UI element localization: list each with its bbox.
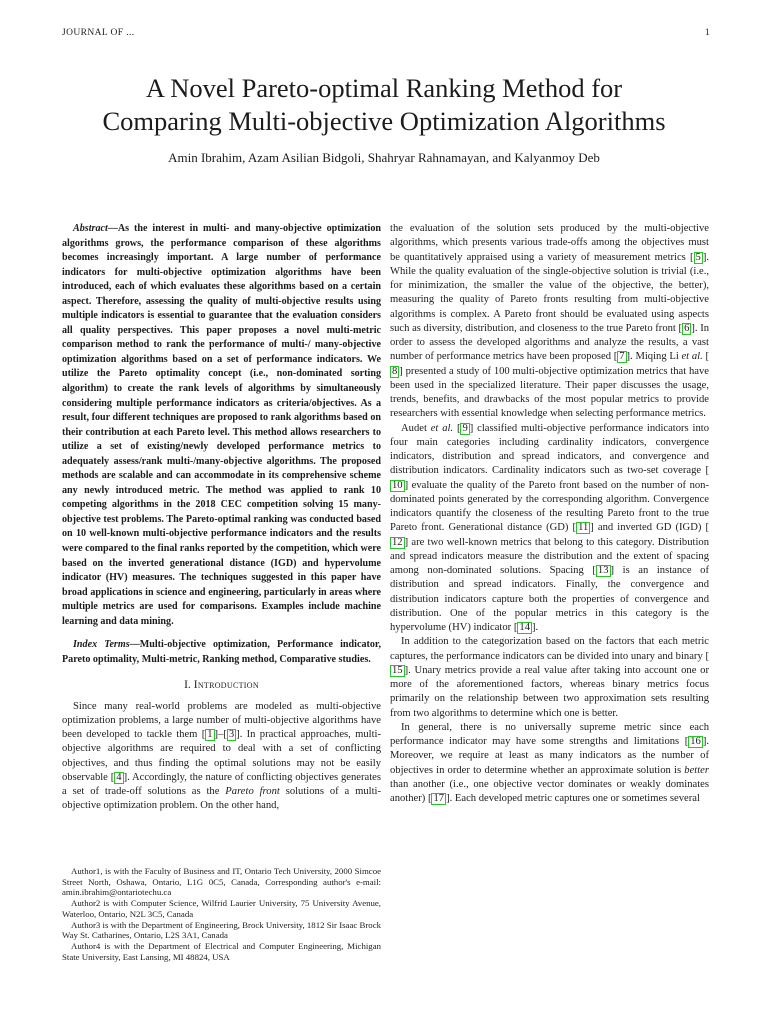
text-segment: Pareto front xyxy=(225,786,280,798)
citation-link[interactable]: 15 xyxy=(392,664,403,676)
text-segment xyxy=(453,423,457,434)
citation-link[interactable]: 3 xyxy=(228,729,235,741)
text-segment: . Each developed metric captures one or sometimes several xyxy=(449,793,700,804)
footnote-author2: Author2 is with Computer Science, Wilfrid Laurier University, 75 University Avenue, Waterloo, Ontario, N2L 3C5, Canada xyxy=(62,898,381,919)
citation-link[interactable]: 4 xyxy=(116,771,122,783)
text-segment: Abstract xyxy=(73,223,108,234)
title-line-1: A Novel Pareto-optimal Ranking Method for xyxy=(145,73,623,103)
footnote-author3: Author3 is with the Department of Engineering, Brock University, 1812 Sir Isaac Brock Way St. Catharines, Ontario, L2S 3A1, Canada xyxy=(62,919,381,941)
text-segment: . While the quality evaluation of the single-objective solution is trivial (i.e., for minimization, the smaller the value of the objective, the better), measuring the quality of Pareto fronts resulting from multi-objective algorithms is complex. A Pareto front should be evaluated using aspects such as diversity, distribution, and closeness to the true Pareto front xyxy=(390,251,709,334)
body-paragraph: In addition to the categorization based on the factors that each metric captures, the performance indicators can be divided into unary and binary [15 ]. Unary metrics provide a real value after taking into account one or more of the aforementioned factors, whereas binary metrics focus primarily on the relationship between two approximation sets resulting from two algorithms to determine which one is better. xyxy=(390,636,709,719)
citation-link[interactable]: 6 xyxy=(684,322,690,334)
text-segment: – xyxy=(218,729,224,741)
body-paragraph: Audet et al. [ 9 ] classified multi-objective performance indicators into four main categories including cardinality indicators, convergence indicators, distribution and spread indicators, and convergence and distribution indicators. Cardinality indicators such as two-set coverage [10 ] evaluate the quality of the Pareto front based on the number of non-dominated points generated by the corresponding algorithm. Convergence indicators quantify the closeness of the resulting Pareto front to the true Pareto front. Generational distance (GD) [ 11 ] and inverted GD (IGD) [12 ] are two well-known metrics that belong to this category. Distribution and spread indicators measure the distribution and the extent of spacing among non-dominated solutions. Spacing [ 13 ] is an instance of distribution and spread indicators. Finally, the convergence and distribution indicators capture both the properties of convergence and distribution. One of the popular metrics in this category is the hypervolume (HV) indicator [ 14 ]. xyxy=(390,422,709,633)
text-segment: than another (i.e., one objective vector dominates or weakly dominates another) xyxy=(390,778,709,804)
text-segment: Index Terms xyxy=(73,639,130,651)
citation-link[interactable]: 14 xyxy=(519,622,530,633)
text-segment: . Accordingly, the nature of conflicting objectives generates a set of trade-off solutions as the xyxy=(62,771,381,798)
citation-link[interactable]: 8 xyxy=(392,365,398,377)
text-segment: evaluate the quality of the Pareto front based on the number of non-dominated points generated by the corresponding algorithm. Convergence indicators quantify the closeness of the resulting Pareto front to the true Pareto front. Generational distance (GD) xyxy=(390,479,709,534)
abstract-paragraph xyxy=(62,222,381,629)
text-segment: et al. xyxy=(430,422,454,434)
footnote-author1: Author1, is with the Faculty of Business and IT, Ontario Tech University, 2000 Simcoe Street North, Oshawa, Ontario, L1G 0C5, Canada, Corresponding author's e-mail: amin.ibrahim@ontariotechu.ca xyxy=(62,866,381,898)
text-segment: classified multi-objective performance indicators into four main categories including cardinality indicators, convergence indicators, distribution and spread indicators, and convergence and distribution indicators. Cardinality indicators such as two-set coverage xyxy=(390,422,709,477)
journal-name: JOURNAL OF ... xyxy=(62,28,135,38)
page-number: 1 xyxy=(704,28,710,38)
intro-paragraph: Since many real-world problems are modeled as multi-objective optimization problems, a large number of multi-objective algorithms have been developed to tackle them [ 1 ]–[ 3 ]. In practical approaches, multi-objective algorithms are required to deal with a set of conflicting objectives, and thus finding the optimal solutions may not be easily observable [ 4 ]. Accordingly, the nature of conflicting objectives generates a set of trade-off solutions as the Pareto front solutions of a multi-objective optimization problem. On the other hand, xyxy=(62,700,381,812)
text-segment: . xyxy=(535,622,539,633)
text-segment xyxy=(703,351,706,362)
text-segment: are two well-known metrics that belong to this category. Distribution and spread indicators measure the distribution and the extent of spacing among non-dominated solutions. Spacing xyxy=(390,536,709,576)
text-segment: solutions of a multi-objective optimization problem. On the other hand, xyxy=(62,786,381,812)
text-segment: and inverted GD (IGD) xyxy=(593,522,706,534)
citation-link[interactable]: 11 xyxy=(578,522,589,534)
index-terms-paragraph xyxy=(62,638,381,667)
text-segment: In general, there is no universally supreme metric since each performance indicator may have some strengths and limitations xyxy=(390,721,709,747)
text-segment: et al. xyxy=(681,351,703,363)
body-paragraph: In general, there is no universally supreme metric since each performance indicator may have some strengths and limitations [ 16 ]. Moreover, we require at least as many indicators as the number of objectives in order to determine whether an approximate solution is better than another (i.e., one objective vector dominates or weakly dominates another) [ 17 ]. Each developed metric captures one or sometimes several xyxy=(390,721,709,804)
citation-link[interactable]: 16 xyxy=(690,736,701,747)
text-segment: . Unary metrics provide a real value after taking into account one or more of the aforementioned factors, whereas binary metrics focus primarily on the relationship between two approximation sets resulting from two algorithms to determine which one is better. xyxy=(390,664,709,719)
text-segment: . In order to assess the developed algorithms and analyze the results, a vast number of performance metrics have been proposed xyxy=(390,322,710,363)
text-segment: . Moreover, we require at least as many indicators as the number of objectives in order to determine whether an approximate solution is xyxy=(390,736,709,776)
text-segment: —Multi-objective optimization, Performance indicator, Pareto optimality, Multi-metric, Ranking method, Comparative studies. xyxy=(62,639,381,665)
citation-link[interactable]: 7 xyxy=(619,351,625,363)
footnote-author4: Author4 is with the Department of Electrical and Computer Engineering, Michigan State University, East Lansing, MI 48824, USA xyxy=(62,940,381,962)
text-segment: . Miqing Li xyxy=(630,351,682,363)
citation-link[interactable]: 5 xyxy=(695,251,701,263)
citation-link[interactable]: 1 xyxy=(207,729,213,741)
text-segment: Audet xyxy=(401,422,431,434)
citation-link[interactable]: 10 xyxy=(392,479,403,491)
right-column xyxy=(390,222,709,806)
text-segment: Since many real-world problems are modeled as multi-objective optimization problems, a large number of multi-objective algorithms have been developed to tackle them xyxy=(62,700,381,741)
title-line-2: Comparing Multi-objective Optimization Algorithms xyxy=(102,106,666,136)
citation-link[interactable]: 12 xyxy=(392,536,403,548)
section-number: I. xyxy=(184,679,191,692)
text-segment: presented a study of 100 multi-objective optimization metrics that have been used in the specialized literature. Their paper discusses the usage, trends, benefits, and drawbacks of the most popular metrics to provide researchers with essential knowledge when selecting performance metrics. xyxy=(390,365,709,420)
text-segment: —As the interest in multi- and many-objective optimization algorithms grows, the performance comparison of these algorithms becomes increasingly important. A large number of performance indicators for multi-objective optimization algorithms have been introduced, each of which evaluates these algorithms based on a certain aspect. Therefore, assessing the quality of multi-objective results using multiple indicators is essential to guarantee that the evaluation considers all quality perspectives. This paper proposes a novel multi-metric comparison method to rank the performance of multi-/ many-objective optimization algorithms based on a set of performance indicators. We utilize the Pareto optimality concept (i.e., non-dominated sorting algorithm) to create the rank levels of algorithms by simultaneously considering multiple performance indicators as criteria/objectives. As a result, four different techniques are proposed to rank algorithms based on their contribution at each Pareto level. This method allows researchers to utilize a set of existing/newly developed performance metrics to adequately assess/rank multi-/many-objective algorithms. The proposed methods are scalable and can accommodate in its comprehensive scheme any newly introduced metric. The method was applied to rank 10 competing algorithms in the 2018 CEC competition solving 15 many-objective test problems. The Pareto-optimal ranking was conducted based on 10 well-known multi-objective performance indicators and the results were compared to the final ranks reported by the competition, which were based on the inverted generational distance (IGD) and hypervolume indicator (HV) measures. The techniques suggested in this paper have broad applications in science and engineering, particularly in areas where multiple metrics are used for comparisons. Examples include machine learning and data mining. xyxy=(62,223,381,627)
citation-link[interactable]: 13 xyxy=(597,565,609,576)
section-title: Introduction xyxy=(193,679,259,692)
citation-link[interactable]: 9 xyxy=(462,422,468,434)
citation-link[interactable]: 17 xyxy=(433,793,445,804)
text-segment: is an instance of distribution and spread indicators. Finally, the convergence and distribution indicators capture both the properties of convergence and distribution. One of the popular metrics in this category is the hypervolume (HV) indicator xyxy=(390,565,709,633)
author-footnotes xyxy=(62,866,381,962)
text-segment: . In practical approaches, multi-objective algorithms are required to deal with a set of conflicting objectives, and thus finding the optimal solutions may not be easily observable xyxy=(62,729,381,783)
running-header xyxy=(62,28,710,38)
section-heading-introduction xyxy=(62,678,381,692)
paper-title xyxy=(30,72,738,138)
text-segment: In addition to the categorization based on the factors that each metric captures, the performance indicators can be divided into unary and binary xyxy=(390,636,709,662)
authors-line: Amin Ibrahim, Azam Asilian Bidgoli, Shahryar Rahnamayan, and Kalyanmoy Deb xyxy=(168,150,600,165)
body-paragraph: the evaluation of the solution sets produced by the multi-objective algorithms, which presents various trade-offs among the objectives must be quantitatively appraised using a variety of measurement metrics [ 5 ]. While the quality evaluation of the single-objective solution is trivial (i.e., for minimization, the smaller the value of the objective, the better), measuring the quality of Pareto fronts resulting from multi-objective algorithms is complex. A Pareto front should be evaluated using aspects such as diversity, distribution, and closeness to the true Pareto front [ 6 ]. In order to assess the developed algorithms and analyze the results, a vast number of performance metrics have been proposed [ 7 ]. Miqing Li et al. [8 ] presented a study of 100 multi-objective optimization metrics that have been used in the specialized literature. Their paper discusses the usage, trends, benefits, and drawbacks of the most popular metrics to provide researchers with essential knowledge when selecting performance metrics. xyxy=(390,223,710,420)
left-column xyxy=(62,222,381,814)
text-segment: the evaluation of the solution sets produced by the multi-objective algorithms, which presents various trade-offs among the objectives must be quantitatively appraised using a variety of measurement metrics xyxy=(390,223,709,263)
text-segment: better xyxy=(684,764,709,776)
